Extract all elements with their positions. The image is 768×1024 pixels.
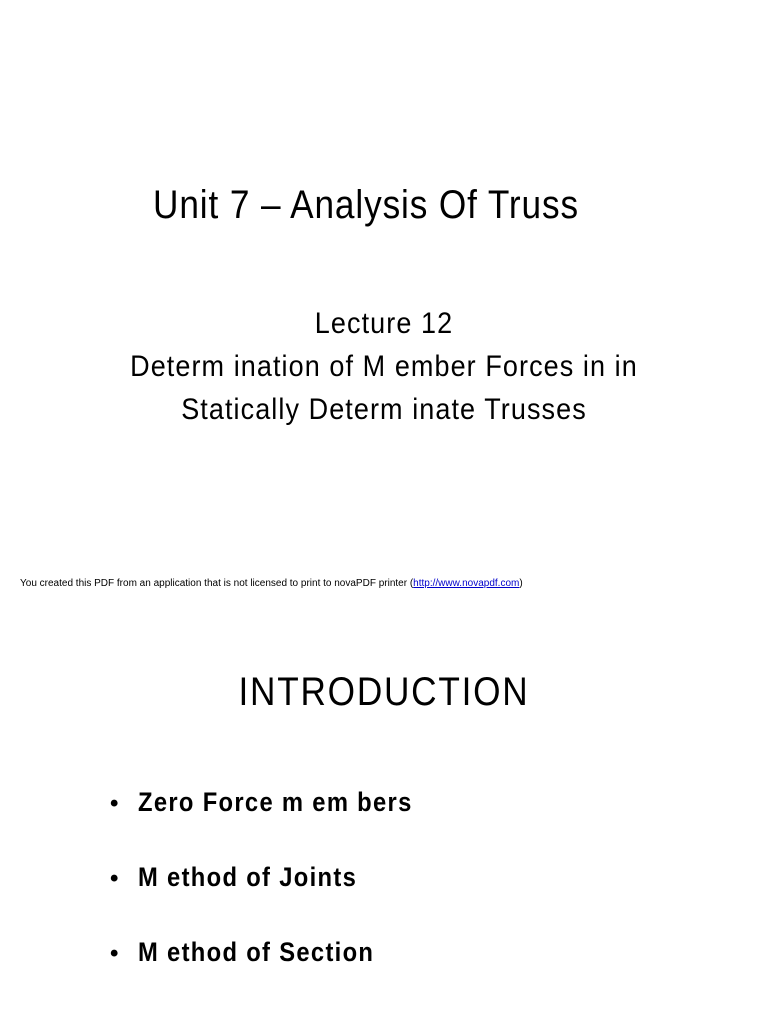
lecture-topic-line-2: Statically Determ inate Trusses — [181, 393, 587, 426]
slide-introduction — [0, 600, 768, 1024]
introduction-heading: INTRODUCTION — [238, 670, 530, 714]
lecture-subtitle-block — [0, 302, 768, 431]
novapdf-notice-prefix: You created this PDF from an application that is not licensed to print to novaPDF printer ( — [20, 578, 414, 589]
topic-list — [110, 787, 450, 1012]
novapdf-notice — [20, 578, 523, 589]
list-item — [110, 937, 450, 1012]
novapdf-link[interactable]: http://www.novapdf.com — [413, 578, 520, 589]
bullet-icon: • — [110, 940, 120, 967]
unit-title: Unit 7 – Analysis Of Truss — [153, 183, 579, 227]
list-item-label: M ethod of Joints — [138, 862, 358, 892]
lecture-topic-line-1: Determ ination of M ember Forces in in — [130, 350, 638, 383]
novapdf-notice-suffix: ) — [519, 578, 523, 589]
list-item — [110, 787, 450, 862]
list-item-label: M ethod of Section — [138, 937, 375, 967]
list-item — [110, 862, 450, 937]
bullet-icon: • — [110, 865, 120, 892]
bullet-icon: • — [110, 790, 120, 817]
list-item-label: Zero Force m em bers — [138, 787, 413, 817]
lecture-number: Lecture 12 — [314, 307, 454, 340]
